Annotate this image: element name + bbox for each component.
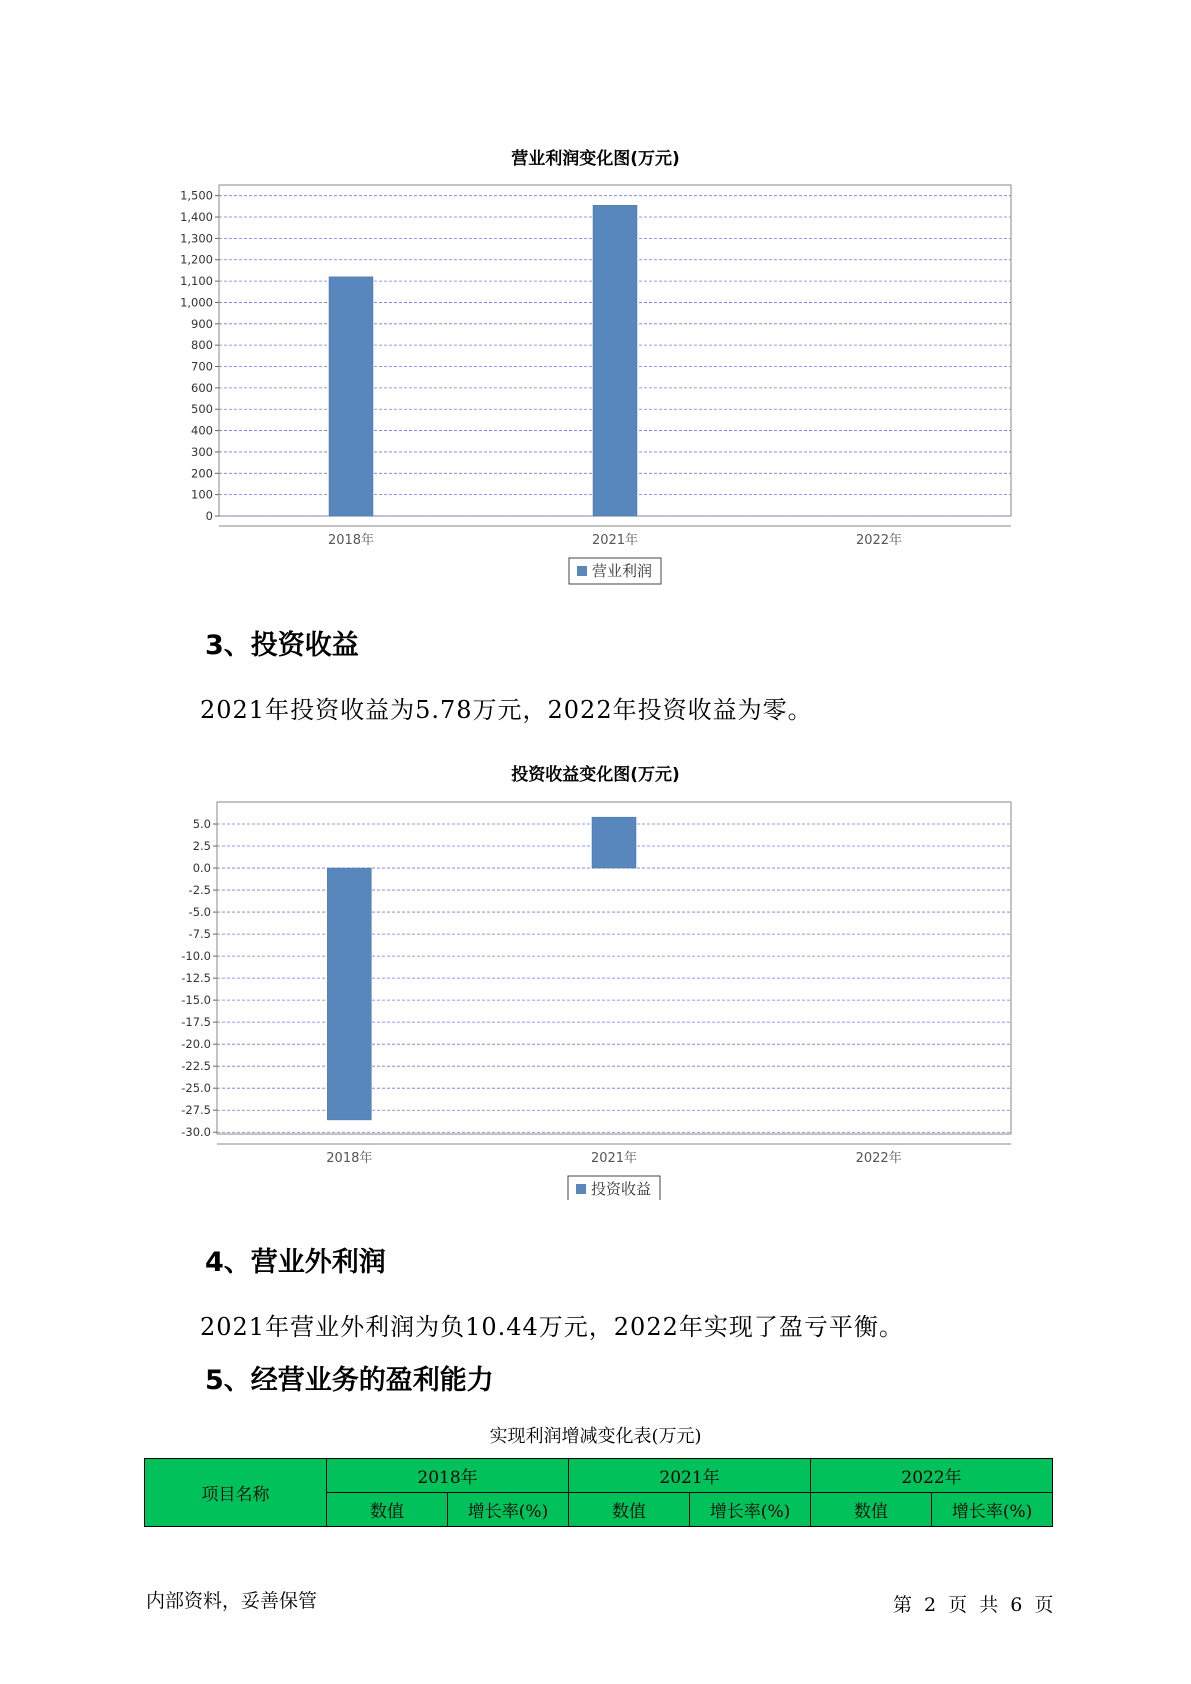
section-3-text: 2021年投资收益为5.78万元，2022年投资收益为零。 <box>200 696 813 724</box>
growth-header: 增长率(%) <box>690 1493 811 1527</box>
y-tick-label: 500 <box>191 402 213 417</box>
legend-label: 营业利润 <box>592 562 653 580</box>
profit-change-table <box>144 1458 1053 1527</box>
legend-swatch <box>577 566 587 576</box>
y-tick-label: 700 <box>191 359 213 374</box>
bar-2018 <box>329 277 373 516</box>
x-tick-label: 2021年 <box>590 1151 638 1166</box>
y-tick-label: 1,100 <box>180 274 213 289</box>
section-4-text: 2021年营业外利润为负10.44万元，2022年实现了盈亏平衡。 <box>200 1313 904 1341</box>
growth-header: 增长率(%) <box>448 1493 569 1527</box>
x-tick-label: 2022年 <box>855 533 903 548</box>
x-tick-label: 2021年 <box>591 533 639 548</box>
y-tick-label: -2.5 <box>188 883 211 898</box>
y-tick-label: 1,500 <box>180 188 213 203</box>
section-4-heading: 4、营业外利润 <box>205 1247 386 1278</box>
bar-2021 <box>592 817 636 868</box>
y-tick-label: 400 <box>191 423 213 438</box>
y-tick-label: 300 <box>191 444 213 459</box>
y-tick-label: -15.0 <box>181 993 211 1008</box>
bar-2021 <box>593 205 637 516</box>
y-tick-label: -10.0 <box>181 949 211 964</box>
y-tick-label: -5.0 <box>188 905 211 920</box>
y-tick-label: 100 <box>191 487 213 502</box>
bar-2018 <box>327 868 371 1120</box>
chart1-title: 营业利润变化图(万元) <box>511 149 680 169</box>
y-tick-label: -30.0 <box>181 1125 211 1140</box>
y-tick-label: 2.5 <box>192 839 211 854</box>
y-tick-label: 5.0 <box>192 817 211 832</box>
footer-confidential-note: 内部资料，妥善保管 <box>146 1590 318 1612</box>
y-tick-label: 200 <box>191 466 213 481</box>
item-name-header: 项目名称 <box>145 1459 327 1527</box>
chart2-title: 投资收益变化图(万元) <box>511 765 680 785</box>
y-tick-label: -7.5 <box>188 927 211 942</box>
year-header-2021: 2021年 <box>569 1459 811 1493</box>
y-tick-label: 0 <box>205 509 213 523</box>
value-header: 数值 <box>811 1493 932 1527</box>
footer-page-number: 第 2 页 共 6 页 <box>893 1594 1054 1616</box>
y-tick-label: 900 <box>191 316 213 331</box>
y-tick-label: 1,300 <box>180 231 213 246</box>
section-3-heading: 3、投资收益 <box>205 630 359 661</box>
year-header-2018: 2018年 <box>327 1459 569 1493</box>
y-tick-label: -22.5 <box>181 1059 211 1074</box>
section-5-heading: 5、经营业务的盈利能力 <box>205 1365 494 1396</box>
y-tick-label: 1,000 <box>180 295 213 310</box>
operating-profit-chart <box>0 0 1191 600</box>
investment-income-chart <box>0 780 1191 1200</box>
y-tick-label: -20.0 <box>181 1037 211 1052</box>
y-tick-label: 1,400 <box>180 210 213 225</box>
y-tick-label: 600 <box>191 380 213 395</box>
y-tick-label: -25.0 <box>181 1081 211 1096</box>
y-tick-label: 0.0 <box>192 861 211 876</box>
x-tick-label: 2018年 <box>327 533 375 548</box>
table-caption: 实现利润增减变化表(万元) <box>489 1426 702 1447</box>
value-header: 数值 <box>327 1493 448 1527</box>
y-tick-label: -17.5 <box>181 1015 211 1030</box>
x-tick-label: 2018年 <box>326 1151 373 1166</box>
y-tick-label: 1,200 <box>180 252 213 267</box>
legend-label: 投资收益 <box>591 1180 652 1198</box>
y-tick-label: 800 <box>191 338 213 353</box>
x-tick-label: 2022年 <box>855 1151 902 1166</box>
growth-header: 增长率(%) <box>932 1493 1053 1527</box>
year-header-2022: 2022年 <box>811 1459 1053 1493</box>
value-header: 数值 <box>569 1493 690 1527</box>
legend-swatch <box>576 1184 586 1194</box>
y-tick-label: -27.5 <box>181 1103 211 1118</box>
y-tick-label: -12.5 <box>181 971 211 986</box>
